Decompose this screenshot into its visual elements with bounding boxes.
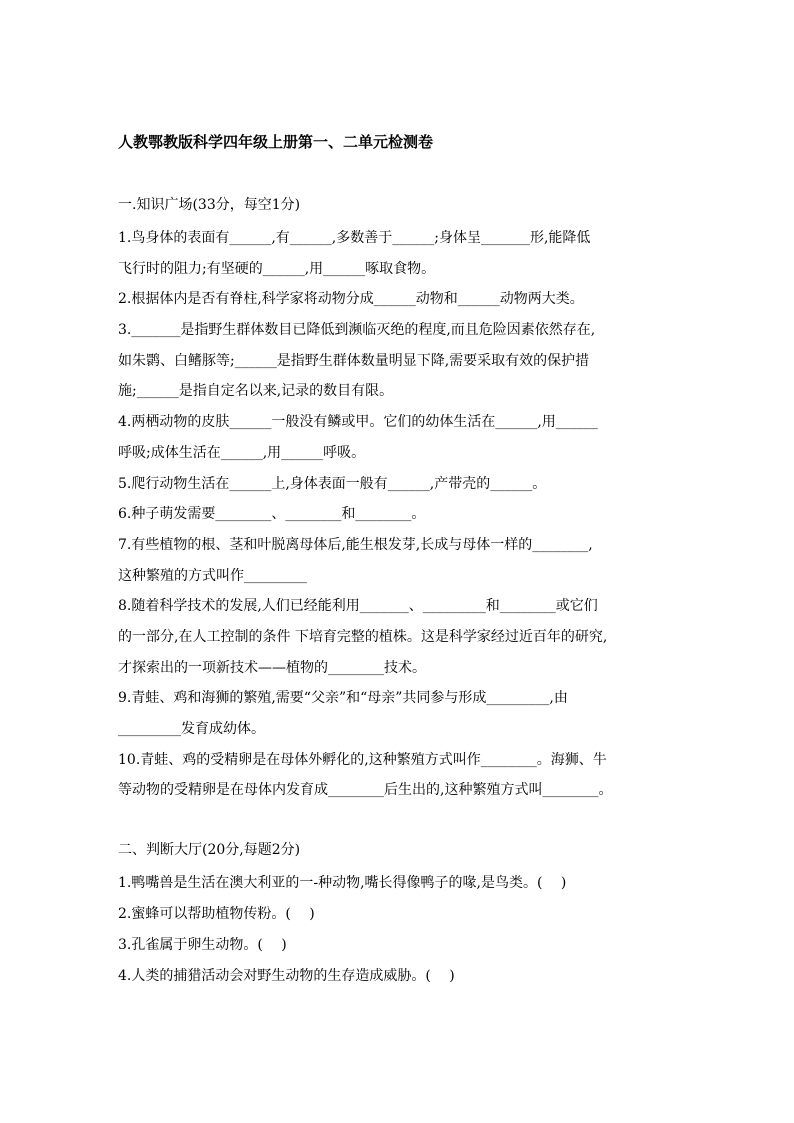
question-line: 1.鸟身体的表面有______,有______,多数善于______;身体呈_______形,能降低 <box>118 230 591 246</box>
question-line: 10.青蛙、鸡的受精卵是在母体外孵化的,这种繁殖方式叫作________。海狮、牛 <box>118 751 607 768</box>
judgment-question: 1.鸭嘴兽是生活在澳大利亚的一-种动物,嘴长得像鸭子的喙,是鸟类。( ) <box>118 875 567 892</box>
question-line: 飞行时的阻力;有坚硬的______,用______啄取食物。 <box>118 260 436 277</box>
question-line: 施;______是指自定名以来,记录的数目有限。 <box>118 383 394 400</box>
section-heading-knowledge: 一.知识广场(33分，每空1分) <box>118 197 301 213</box>
question-line: 6.种子萌发需要________、________和________。 <box>118 506 426 523</box>
exam-page <box>118 131 684 992</box>
question-line: 才探索出的一项新技术——植物的________技术。 <box>118 659 426 676</box>
question-line: _________发育成幼体。 <box>118 721 265 737</box>
question-line: 9.青蛙、鸡和海狮的繁殖,需要“父亲”和“母亲”共同参与形成_________,由 <box>118 690 568 707</box>
question-line: 呼吸;成体生活在______,用______呼吸。 <box>118 444 366 461</box>
question-line: 8.随着科学技术的发展,人们已经能利用_______、_________和________或它们 <box>118 598 598 615</box>
section-knowledge-square <box>118 193 684 806</box>
section-heading-judgment: 二、判断大厅(20分,每题2分) <box>118 842 301 859</box>
question-line: 如朱鹮、白鳍豚等;______是指野生群体数量明显下降,需要采取有效的保护措 <box>118 352 590 369</box>
judgment-question: 3.孔雀属于卵生动物。( ) <box>118 937 287 954</box>
question-line: 的一部分,在人工控制的条件 下培育完整的植株。这是科学家经过近百年的研究, <box>118 628 608 645</box>
question-line: 7.有些植物的根、茎和叶脱离母体后,能生根发芽,长成与母体一样的________, <box>118 536 593 553</box>
question-line: 5.爬行动物生活在______上,身体表面一般有______,产带壳的______。 <box>118 475 547 492</box>
question-line: 等动物的受精卵是在母体内发育成________后生出的,这种繁殖方式叫________。 <box>118 782 613 799</box>
judgment-question: 4.人类的捕猎活动会对野生动物的生存造成威胁。( ) <box>118 968 455 985</box>
question-line: 2.根据体内是否有脊柱,科学家将动物分成______动物和______动物两大类。 <box>118 291 584 308</box>
question-line: 3._______是指野生群体数目已降低到濒临灭绝的程度,而且危险因素依然存在, <box>118 322 596 339</box>
question-line: 4.两栖动物的皮肤______一般没有鳞或甲。它们的幼体生活在______,用______ <box>118 414 598 431</box>
section-judgment-hall <box>118 838 684 992</box>
judgment-question: 2.蜜蜂可以帮助植物传粉。( ) <box>118 906 315 923</box>
document-title: 人教鄂教版科学四年级上册第一、二单元检测卷 <box>118 133 434 151</box>
question-line: 这种繁殖的方式叫作_________ <box>118 567 307 584</box>
